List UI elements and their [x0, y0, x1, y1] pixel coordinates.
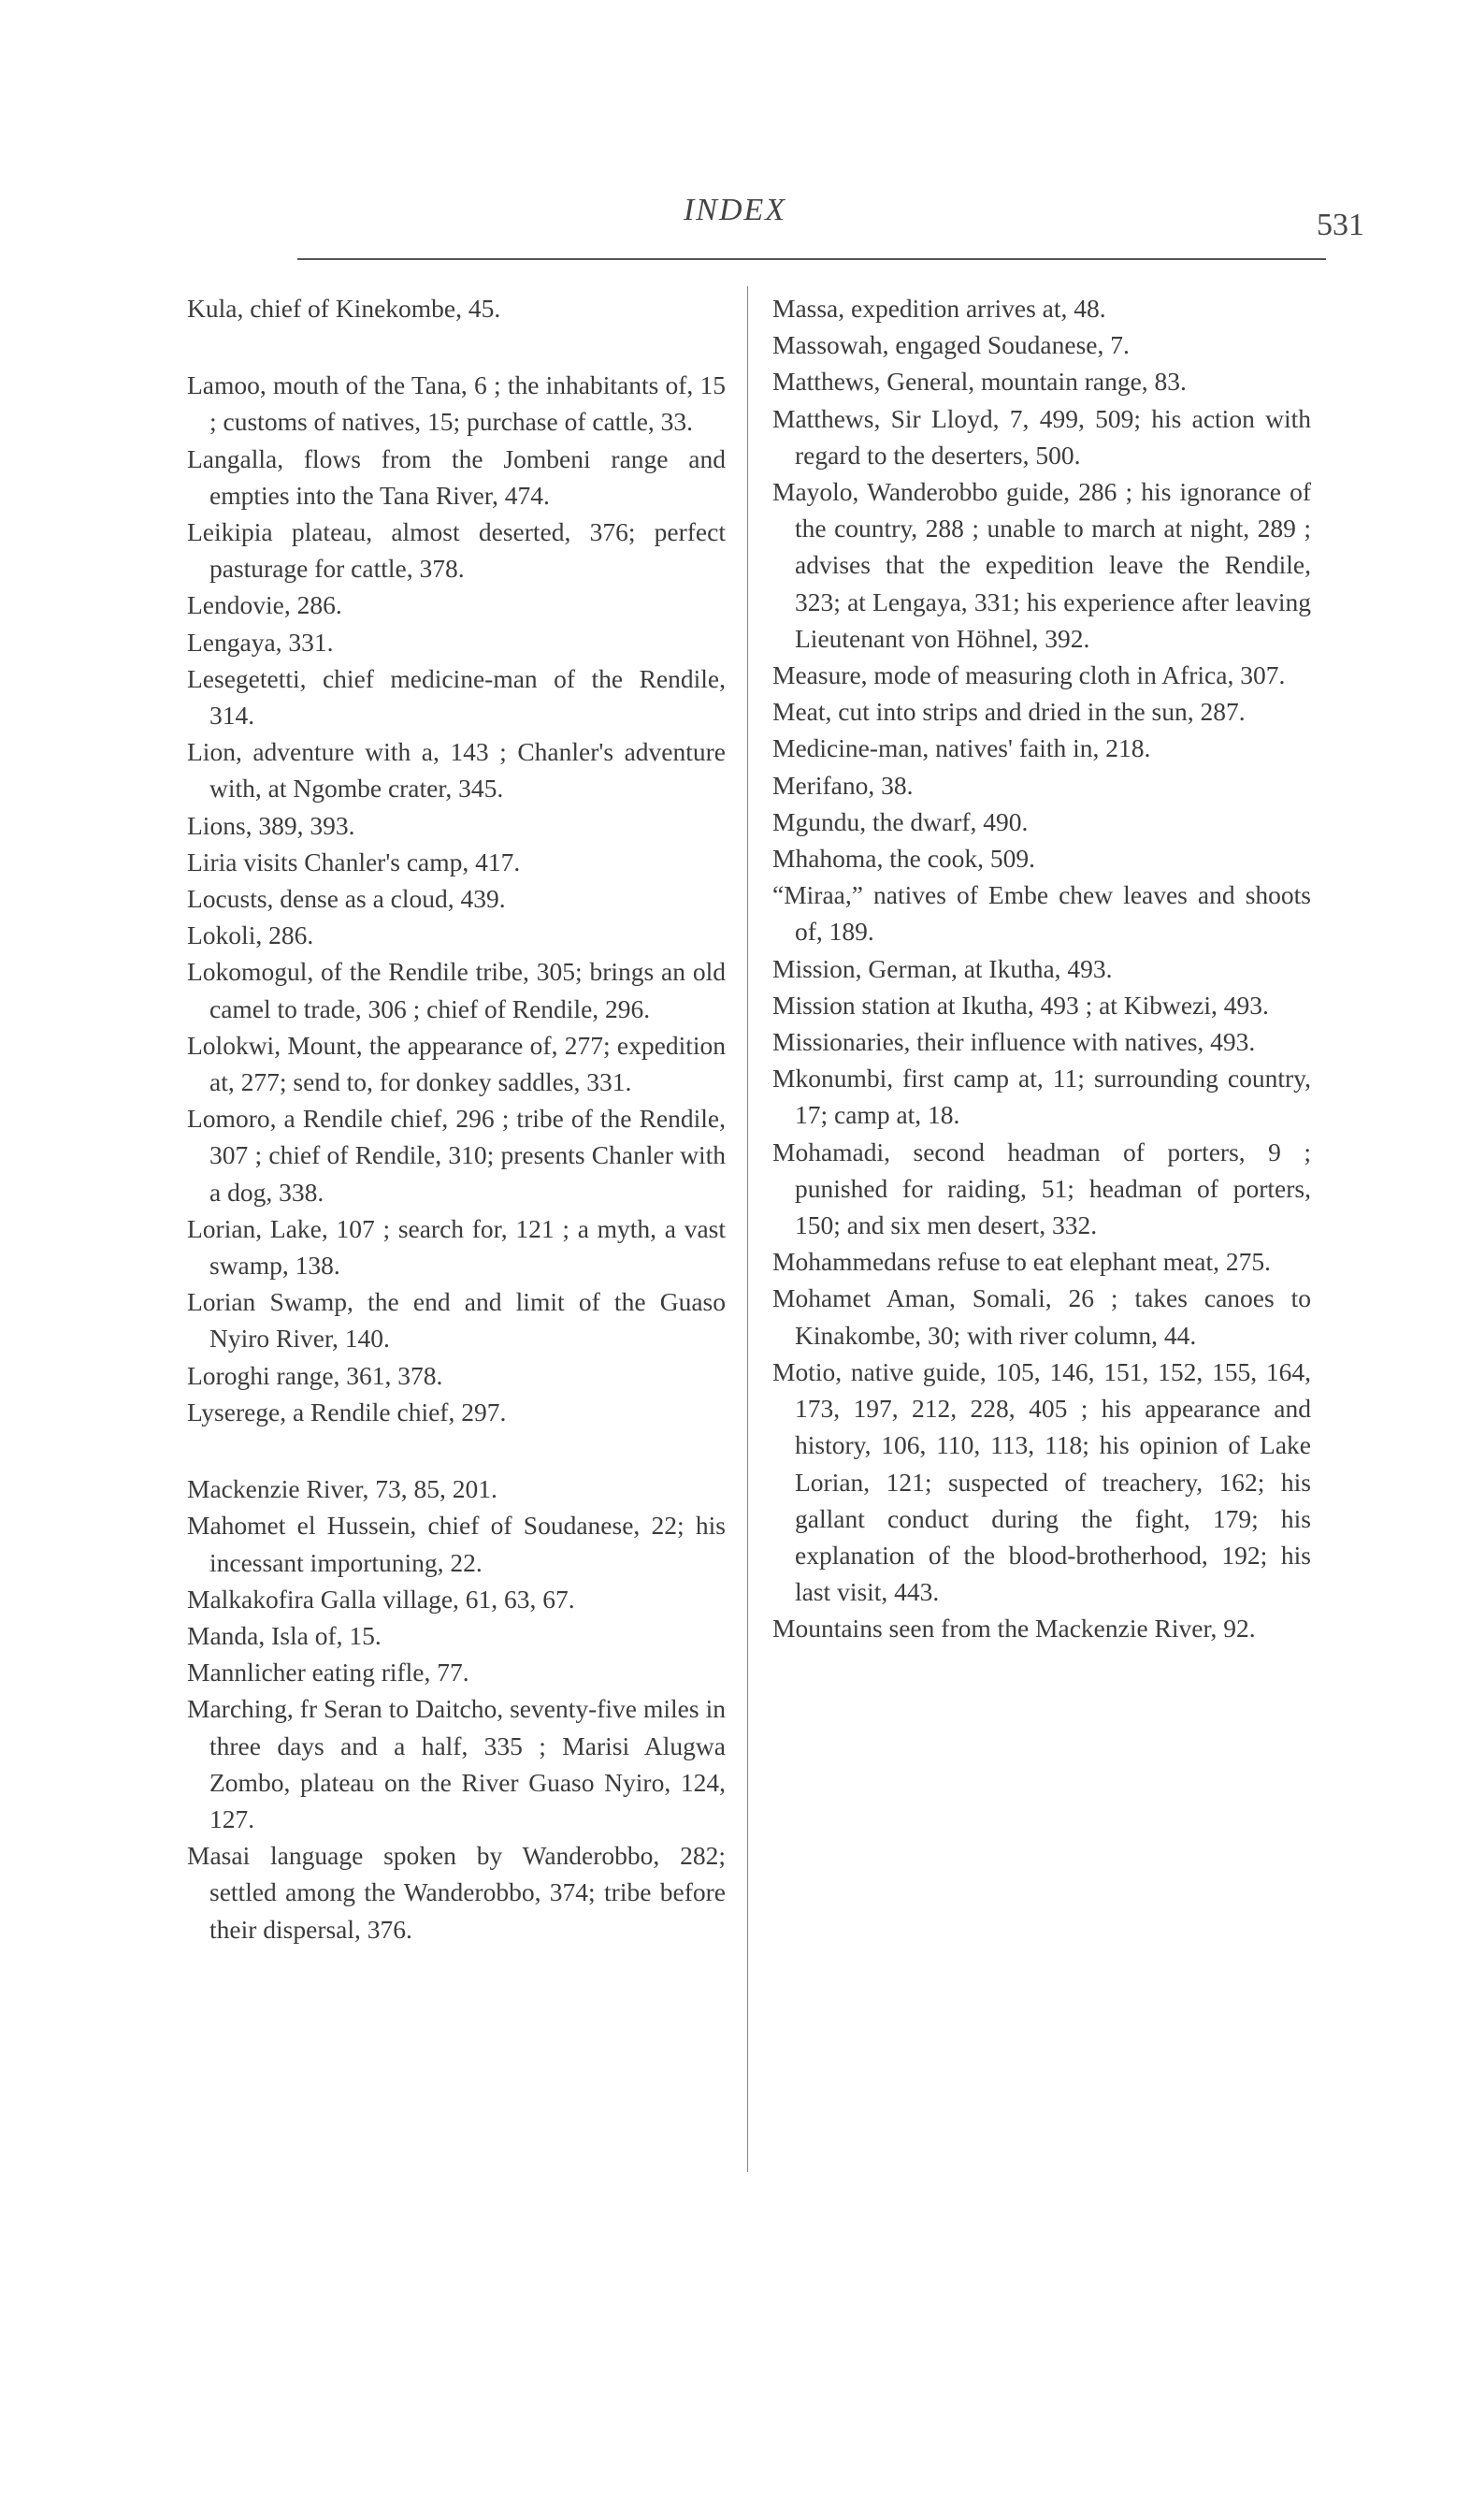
letter-group-gap [187, 1430, 726, 1470]
index-entry: Lorian, Lake, 107 ; search for, 121 ; a myth, a vast swamp, 138. [187, 1213, 726, 1281]
index-entry: Mission station at Ikutha, 493 ; at Kibwezi, 493. [772, 990, 1269, 1020]
index-entry: Lokomogul, of the Rendile tribe, 305; brings an old camel to trade, 306 ; chief of Rendile, 296. [187, 957, 726, 1023]
header-rule [297, 258, 1326, 260]
page-number: 531 [1317, 208, 1364, 242]
index-entry: Merifano, 38. [772, 770, 914, 800]
index-entry: Massowah, engaged Soudanese, 7. [772, 330, 1130, 360]
index-entry: Mhahoma, the cook, 509. [772, 844, 1036, 874]
index-entry: Medicine-man, natives' faith in, 218. [772, 733, 1151, 763]
index-entry: Mackenzie River, 73, 85, 201. [187, 1474, 497, 1504]
column-divider [747, 286, 748, 2172]
index-entry: Lamoo, mouth of the Tana, 6 ; the inhabitants of, 15 ; customs of natives, 15; purchase of cattle, 33. [187, 370, 726, 437]
index-entry: Liria visits Chanler's camp, 417. [187, 847, 521, 876]
index-entry: Loroghi range, 361, 378. [187, 1360, 443, 1390]
index-entry: Leikipia plateau, almost deserted, 376; perfect pasturage for cattle, 378. [187, 517, 726, 584]
index-entry: Lengaya, 331. [187, 627, 334, 657]
index-entry: Masai language spoken by Wanderobbo, 282; settled among the Wanderobbo, 374; tribe before their dispersal, 376. [187, 1841, 726, 1944]
index-column-left [187, 290, 726, 1948]
index-entry: Measure, mode of measuring cloth in Africa, 307. [772, 660, 1286, 690]
index-entry: Lorian Swamp, the end and limit of the Guaso Nyiro River, 140. [187, 1287, 726, 1354]
index-entry: Mgundu, the dwarf, 490. [772, 806, 1029, 836]
letter-group-gap [187, 326, 726, 367]
index-entry: Matthews, Sir Lloyd, 7, 499, 509; his action with regard to the deserters, 500. [772, 403, 1311, 470]
index-entry: Lyserege, a Rendile chief, 297. [187, 1397, 507, 1427]
index-entry: Mkonumbi, first camp at, 11; surrounding country, 17; camp at, 18. [772, 1064, 1311, 1130]
running-head-title: INDEX [683, 193, 787, 227]
index-entry: Locusts, dense as a cloud, 439. [187, 884, 506, 914]
index-entry: Lion, adventure with a, 143 ; Chanler's adventure with, at Ngombe crater, 345. [187, 737, 726, 804]
index-entry: Marching, fr Seran to Daitcho, seventy-five miles in three days and a half, 335 ; Marisi Alugwa Zombo, plateau on the River Guaso Nyiro, 124, 127. [187, 1694, 726, 1833]
index-entry: Massa, expedition arrives at, 48. [772, 294, 1106, 323]
index-entry: Mahomet el Hussein, chief of Soudanese, 22; his incessant importuning, 22. [187, 1511, 726, 1577]
index-entry: Lendovie, 286. [187, 590, 342, 620]
index-entry: Malkakofira Galla village, 61, 63, 67. [187, 1584, 575, 1614]
index-entry: Mountains seen from the Mackenzie River, 92. [772, 1614, 1256, 1644]
index-entry: Kula, chief of Kinekombe, 45. [187, 294, 501, 323]
index-entry: Mohamet Aman, Somali, 26 ; takes canoes to Kinakombe, 30; with river column, 44. [772, 1283, 1311, 1350]
index-entry: Motio, native guide, 105, 146, 151, 152, 155, 164, 173, 197, 212, 228, 405 ; his appearance and history, 106, 110, 113, 118; his opinion of Lake Lorian, 121; suspected of treachery, 162; his gallant conduct during the fight, 179; his explanation of the blood-brotherhood, 192; his last visit, 443. [772, 1356, 1311, 1607]
index-entry: Manda, Isla of, 15. [187, 1620, 382, 1650]
index-entry: Meat, cut into strips and dried in the sun, 287. [772, 697, 1246, 727]
index-entry: Mannlicher eating rifle, 77. [187, 1658, 469, 1687]
index-entry: Lomoro, a Rendile chief, 296 ; tribe of the Rendile, 307 ; chief of Rendile, 310; presents Chanler with a dog, 338. [187, 1104, 726, 1207]
index-entry: Langalla, flows from the Jombeni range and empties into the Tana River, 474. [187, 443, 726, 510]
index-entry: Lokoli, 286. [187, 920, 314, 950]
index-entry: Lions, 389, 393. [187, 810, 355, 840]
index-entry: “Miraa,” natives of Embe chew leaves and shoots of, 189. [772, 880, 1311, 947]
index-entry: Missionaries, their influence with natives, 493. [772, 1027, 1256, 1057]
index-entry: Lesegetetti, chief medicine-man of the Rendile, 314. [187, 663, 726, 731]
index-entry: Mission, German, at Ikutha, 493. [772, 953, 1113, 983]
index-entry: Mohamadi, second headman of porters, 9 ; punished for raiding, 51; headman of porters, 150; and six men desert, 332. [772, 1137, 1311, 1240]
index-column-right [772, 290, 1311, 1647]
index-entry: Mayolo, Wanderobbo guide, 286 ; his ignorance of the country, 288 ; unable to march at night, 289 ; advises that the expedition leave the Rendile, 323; at Lengaya, 331; his experience after leaving Lieutenant von Höhnel, 392. [772, 477, 1311, 653]
index-entry: Mohammedans refuse to eat elephant meat, 275. [772, 1247, 1272, 1277]
index-entry: Lolokwi, Mount, the appearance of, 277; expedition at, 277; send to, for donkey saddles, 331. [187, 1030, 726, 1097]
index-entry: Matthews, General, mountain range, 83. [772, 367, 1187, 397]
